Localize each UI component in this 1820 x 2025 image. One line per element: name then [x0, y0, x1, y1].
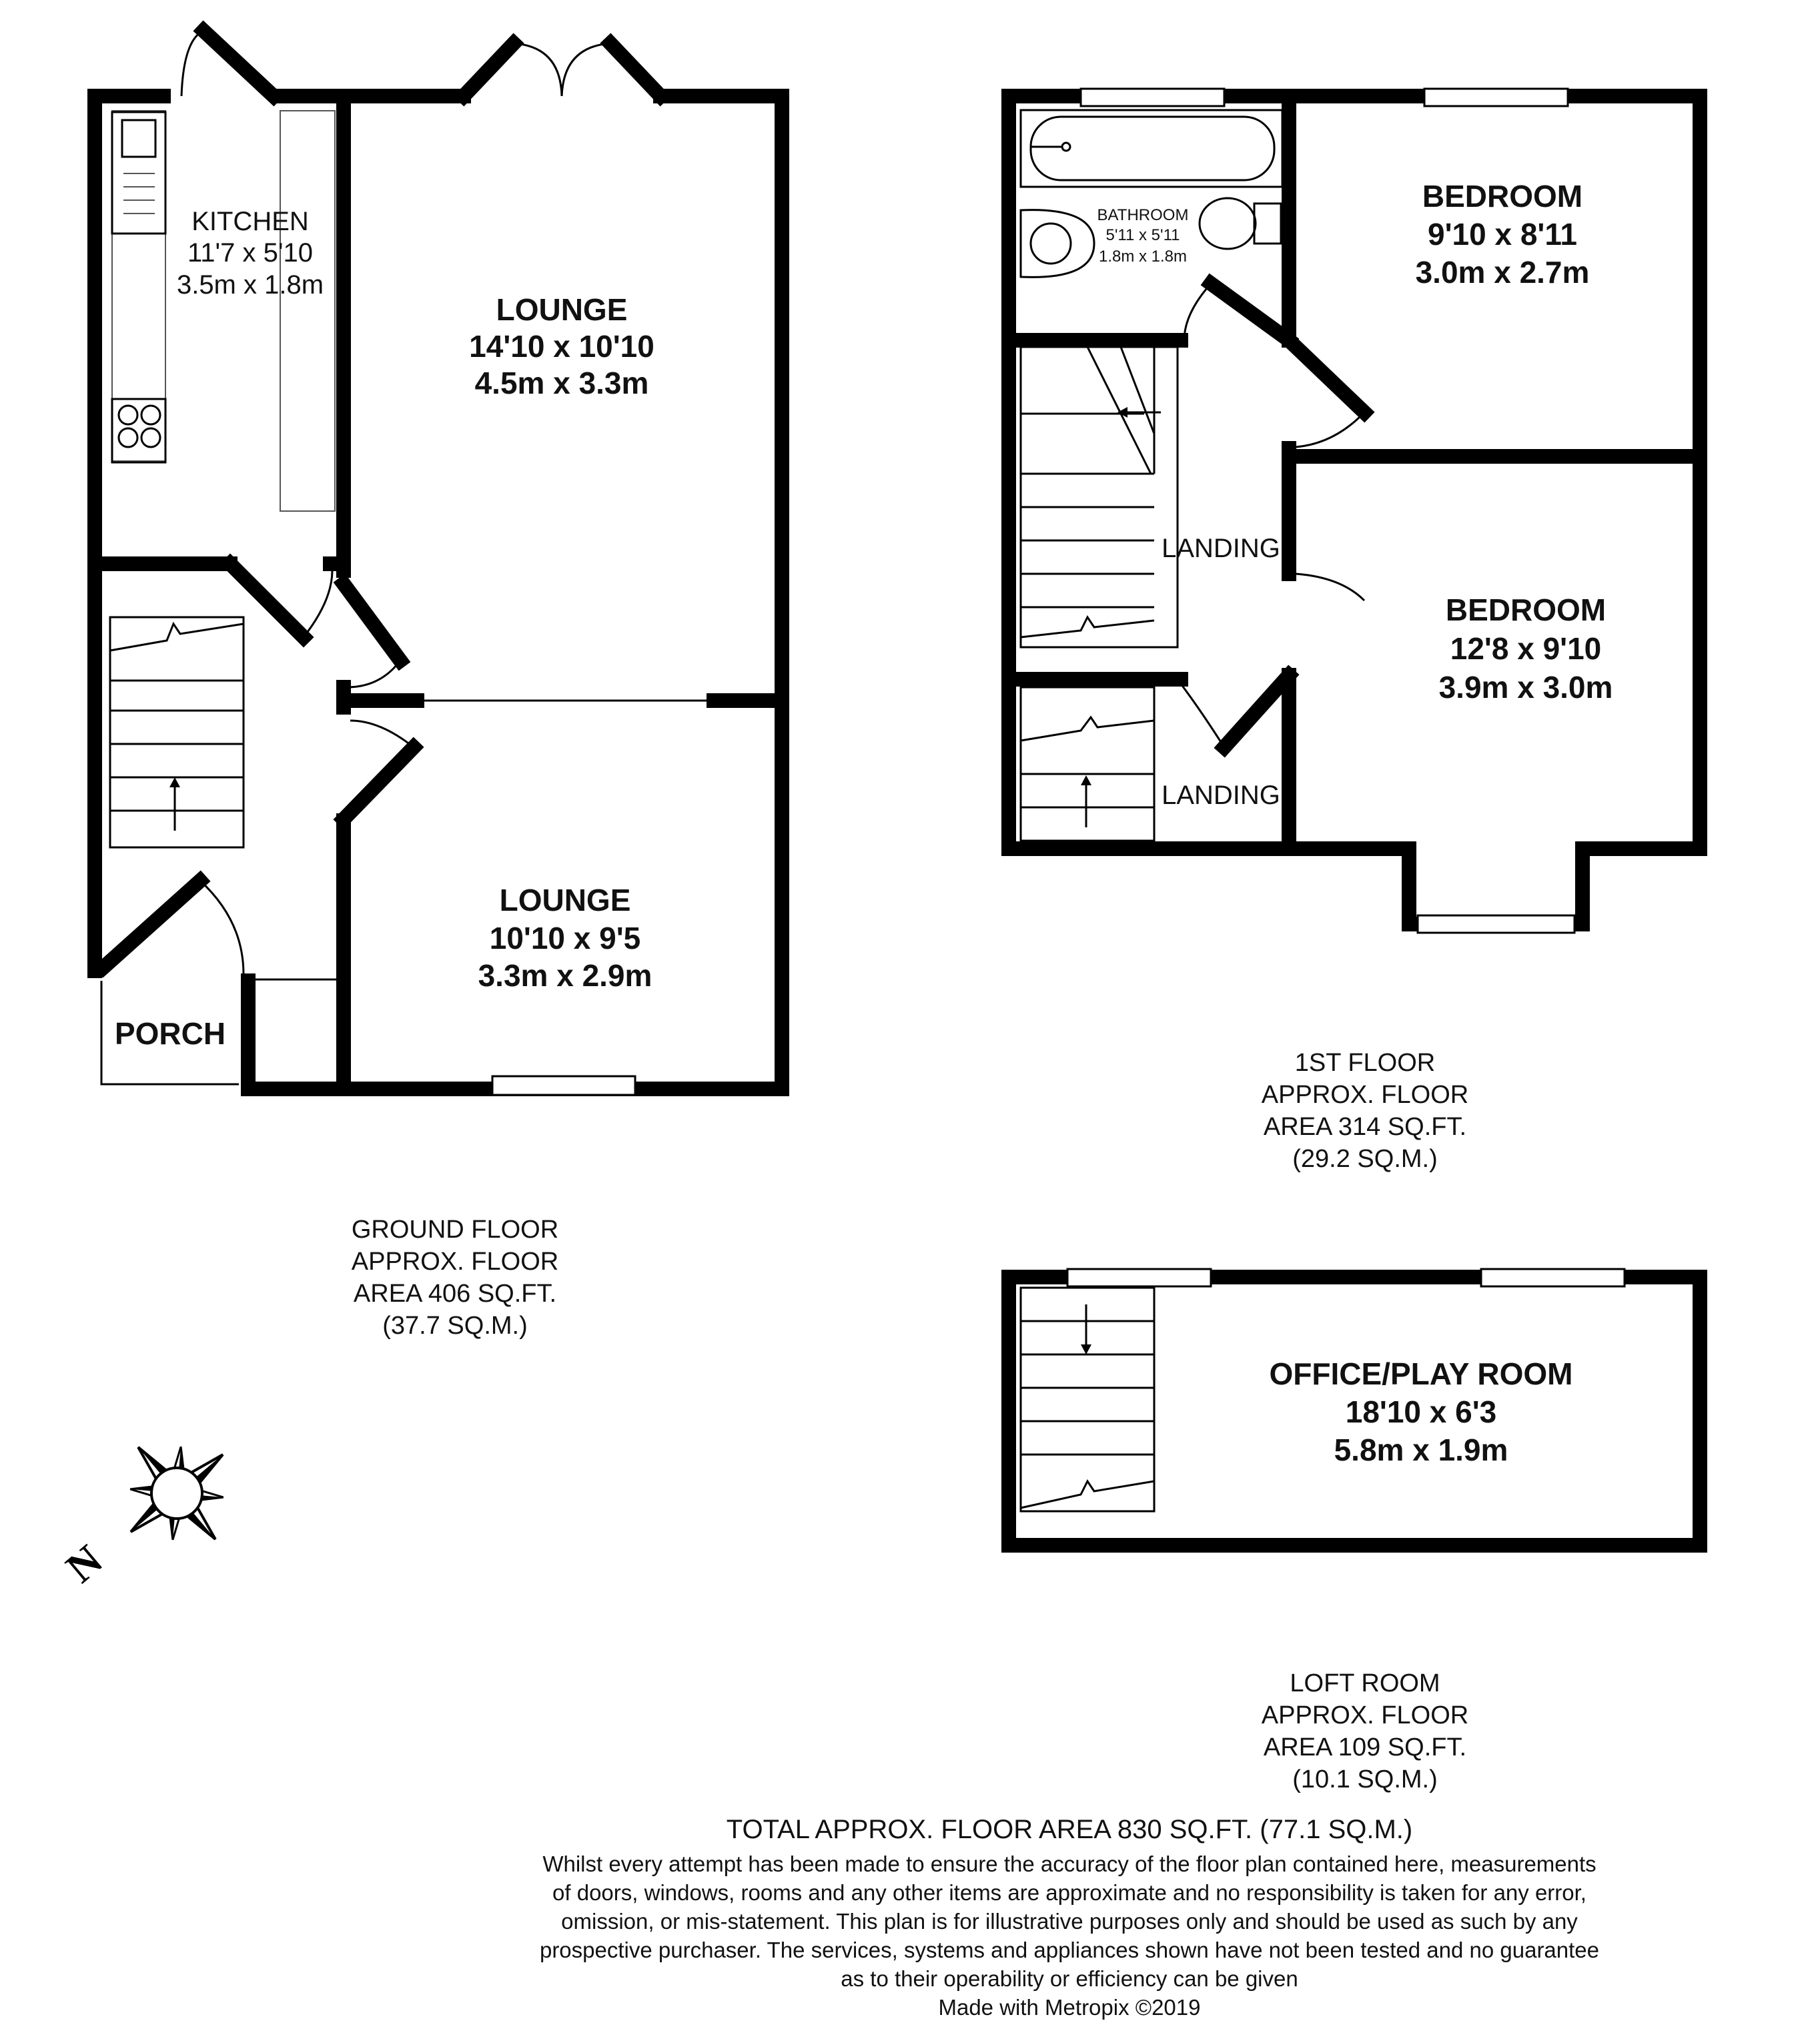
lounge-front-metric: 3.3m x 2.9m	[478, 958, 652, 993]
bathtub-icon	[1021, 110, 1282, 187]
toilet-icon	[1200, 198, 1281, 249]
landing-lower-name: LANDING	[1162, 781, 1280, 810]
disclaimer-line: omission, or mis-statement. This plan is for illustrative purposes only and should be used as such by any	[561, 1909, 1578, 1934]
disclaimer-line: of doors, windows, rooms and any other items are approximate and no responsibility is taken for any error,	[552, 1880, 1586, 1905]
staircase-first-floor-icon	[1021, 347, 1178, 647]
lounge-front-name: LOUNGE	[499, 883, 631, 917]
kitchen-hall-door-icon	[230, 564, 332, 637]
disclaimer-line: as to their operability or efficiency can be given	[841, 1966, 1298, 1991]
bathroom-name: BATHROOM	[1097, 206, 1189, 224]
first-floor-area	[1262, 1049, 1468, 1173]
loft-area	[1262, 1669, 1468, 1793]
total-floor-area: TOTAL APPROX. FLOOR AREA 830 SQ.FT. (77.1 SQ.M.)	[726, 1815, 1413, 1844]
bedroom-front-door-icon	[1181, 574, 1364, 747]
hob-icon	[112, 399, 165, 462]
porch-door-icon	[103, 881, 244, 974]
disclaimer	[540, 1852, 1599, 1991]
office-name: OFFICE/PLAY ROOM	[1269, 1356, 1573, 1391]
loft-area-line2: APPROX. FLOOR	[1261, 1701, 1469, 1729]
window-bathroom	[1081, 89, 1224, 106]
ground-floor-plan	[95, 31, 782, 1095]
bedroom-front-name: BEDROOM	[1445, 592, 1607, 627]
bedroom-front-metric: 3.9m x 3.0m	[1438, 670, 1613, 705]
kitchen-door-icon	[181, 31, 274, 96]
lounge-front-door-icon	[344, 721, 414, 819]
sink-icon	[112, 112, 165, 234]
lounge-front-imperial: 10'10 x 9'5	[489, 921, 641, 955]
first-floor-area-line4: (29.2 SQ.M.)	[1292, 1145, 1438, 1173]
ground-floor-area	[352, 1216, 558, 1340]
disclaimer-line: Whilst every attempt has been made to ensure the accuracy of the floor plan contained here, measurements	[542, 1852, 1597, 1876]
disclaimer-line: prospective purchaser. The services, systems and appliances shown have not been tested and no guarantee	[539, 1938, 1600, 1962]
landing-upper-name: LANDING	[1162, 534, 1280, 563]
window-bedroom-front	[1418, 915, 1574, 933]
office-metric: 5.8m x 1.9m	[1334, 1433, 1508, 1467]
french-doors-icon	[464, 43, 660, 96]
bathroom-metric: 1.8m x 1.8m	[1098, 248, 1188, 266]
loft-area-line4: (10.1 SQ.M.)	[1292, 1765, 1438, 1793]
staircase-ground-icon	[110, 617, 244, 847]
compass-icon	[84, 1400, 270, 1587]
window-lounge-front	[492, 1076, 635, 1095]
first-floor-area-line3: AREA 314 SQ.FT.	[1263, 1113, 1467, 1141]
compass-north-label: N	[57, 1535, 111, 1592]
bedroom-rear-name: BEDROOM	[1422, 179, 1583, 214]
office-imperial: 18'10 x 6'3	[1345, 1394, 1497, 1429]
bedroom-rear-door-icon	[1289, 340, 1364, 447]
lounge-rear-imperial: 14'10 x 10'10	[469, 329, 654, 364]
staircase-loft-icon	[1021, 687, 1154, 841]
loft-area-line3: AREA 109 SQ.FT.	[1263, 1733, 1467, 1761]
bedroom-rear-imperial: 9'10 x 8'11	[1428, 217, 1577, 252]
first-floor-area-line1: 1ST FLOOR	[1294, 1049, 1436, 1077]
bathroom-door-icon	[1184, 284, 1289, 340]
metropix-credit: Made with Metropix ©2019	[938, 1995, 1201, 2020]
bedroom-rear-metric: 3.0m x 2.7m	[1415, 255, 1590, 290]
lounge-rear-metric: 4.5m x 3.3m	[474, 366, 649, 400]
kitchen-metric: 3.5m x 1.8m	[176, 270, 324, 300]
bathroom-imperial: 5'11 x 5'11	[1105, 226, 1180, 244]
ground-floor-area-line2: APPROX. FLOOR	[351, 1248, 559, 1276]
window-loft-right	[1481, 1269, 1625, 1286]
kitchen-imperial: 11'7 x 5'10	[187, 238, 314, 268]
first-floor-area-line2: APPROX. FLOOR	[1261, 1081, 1469, 1109]
ground-floor-area-line1: GROUND FLOOR	[351, 1216, 559, 1244]
kitchen-name: KITCHEN	[191, 207, 309, 236]
basin-icon	[1021, 210, 1094, 278]
porch-name: PORCH	[114, 1016, 226, 1051]
window-loft-left	[1067, 1269, 1211, 1286]
bedroom-front-imperial: 12'8 x 9'10	[1450, 631, 1602, 666]
lounge-rear-name: LOUNGE	[496, 292, 628, 327]
loft-area-line1: LOFT ROOM	[1290, 1669, 1440, 1697]
ground-floor-area-line3: AREA 406 SQ.FT.	[353, 1280, 557, 1308]
window-bedroom-rear	[1424, 89, 1568, 106]
staircase-loft-down-icon	[1021, 1288, 1154, 1511]
lounge-rear-door-icon	[344, 584, 400, 687]
ground-floor-area-line4: (37.7 SQ.M.)	[382, 1312, 528, 1340]
